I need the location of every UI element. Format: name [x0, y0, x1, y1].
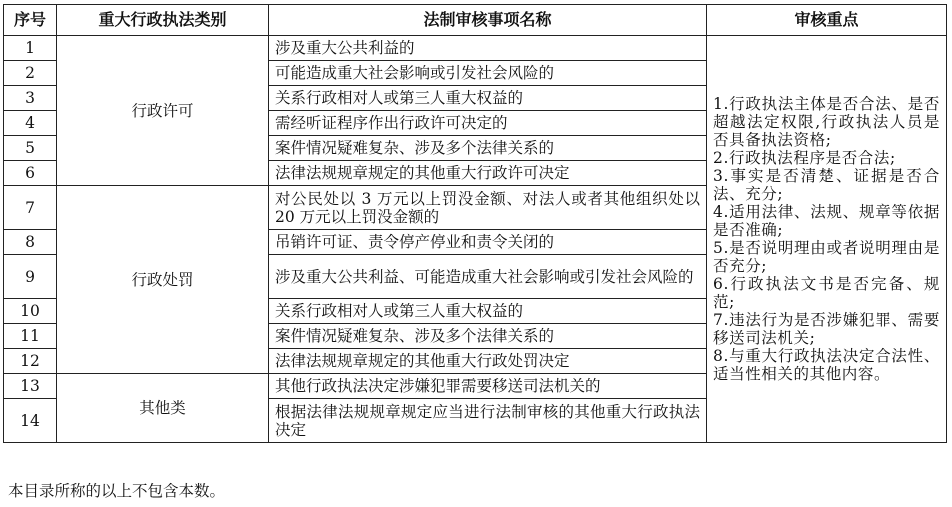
item-name: 关系行政相对人或第三人重大权益的	[269, 86, 707, 111]
item-name: 案件情况疑难复杂、涉及多个法律关系的	[269, 324, 707, 349]
row-number: 1	[4, 36, 57, 61]
category-other: 其他类	[57, 374, 269, 443]
row-number: 4	[4, 111, 57, 136]
row-number: 6	[4, 161, 57, 186]
row-number: 12	[4, 349, 57, 374]
category-penalty: 行政处罚	[57, 186, 269, 374]
review-focus-point: 4.适用法律、法规、规章等依据是否准确;	[713, 203, 940, 239]
item-name: 其他行政执法决定涉嫌犯罪需要移送司法机关的	[269, 374, 707, 399]
review-focus-point: 8.与重大行政执法决定合法性、适当性相关的其他内容。	[713, 347, 940, 383]
item-name: 法律法规规章规定的其他重大行政处罚决定	[269, 349, 707, 374]
item-name: 法律法规规章规定的其他重大行政许可决定	[269, 161, 707, 186]
item-name: 对公民处以 3 万元以上罚没金额、对法人或者其他组织处以 20 万元以上罚没金额的	[269, 186, 707, 230]
row-number: 8	[4, 230, 57, 255]
review-focus-point: 6.行政执法文书是否完备、规范;	[713, 275, 940, 311]
header-no: 序号	[4, 5, 57, 36]
row-number: 7	[4, 186, 57, 230]
table-header-row	[4, 5, 947, 36]
footnote: 本目录所称的以上不包含本数。	[8, 482, 226, 500]
review-table	[3, 4, 947, 443]
row-number: 2	[4, 61, 57, 86]
header-category: 重大行政执法类别	[57, 5, 269, 36]
item-name: 关系行政相对人或第三人重大权益的	[269, 299, 707, 324]
review-focus-point: 3.事实是否清楚、证据是否合法、充分;	[713, 167, 940, 203]
row-number: 5	[4, 136, 57, 161]
row-number: 13	[4, 374, 57, 399]
item-name: 吊销许可证、责令停产停业和责令关闭的	[269, 230, 707, 255]
header-focus: 审核重点	[707, 5, 947, 36]
row-number: 11	[4, 324, 57, 349]
item-name: 根据法律法规规章规定应当进行法制审核的其他重大行政执法决定	[269, 399, 707, 443]
row-number: 9	[4, 255, 57, 299]
review-focus-point: 7.违法行为是否涉嫌犯罪、需要移送司法机关;	[713, 311, 940, 347]
review-focus-point: 1.行政执法主体是否合法、是否超越法定权限,行政执法人员是否具备执法资格;	[713, 95, 940, 149]
row-number: 10	[4, 299, 57, 324]
header-item: 法制审核事项名称	[269, 5, 707, 36]
row-number: 3	[4, 86, 57, 111]
item-name: 可能造成重大社会影响或引发社会风险的	[269, 61, 707, 86]
category-licensing: 行政许可	[57, 36, 269, 186]
item-name: 案件情况疑难复杂、涉及多个法律关系的	[269, 136, 707, 161]
table-row	[4, 36, 947, 61]
item-name: 需经听证程序作出行政许可决定的	[269, 111, 707, 136]
review-focus-point: 5.是否说明理由或者说明理由是否充分;	[713, 239, 940, 275]
row-number: 14	[4, 399, 57, 443]
item-name: 涉及重大公共利益、可能造成重大社会影响或引发社会风险的	[269, 255, 707, 299]
review-focus-cell	[707, 36, 947, 443]
item-name: 涉及重大公共利益的	[269, 36, 707, 61]
review-focus-point: 2.行政执法程序是否合法;	[713, 149, 896, 167]
